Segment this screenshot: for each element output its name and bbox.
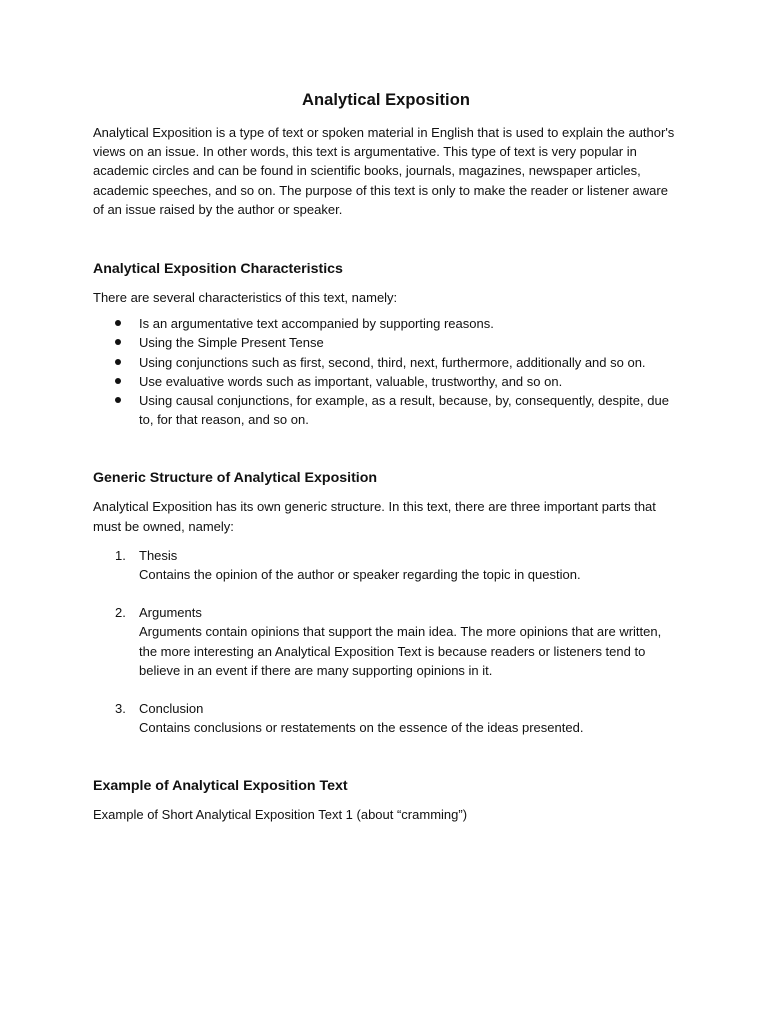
structure-list bbox=[93, 546, 679, 738]
structure-list-item bbox=[93, 603, 679, 680]
characteristics-list-item bbox=[93, 314, 679, 333]
structure-item-title: Thesis bbox=[139, 547, 178, 563]
structure-lead: Analytical Exposition has its own generic structure. In this text, there are three important parts that must be owned, namely: bbox=[93, 499, 656, 534]
structure-heading: Generic Structure of Analytical Exposition bbox=[93, 470, 378, 487]
characteristics-item-text: Use evaluative words such as important, valuable, trustworthy, and so on. bbox=[139, 373, 563, 389]
document-title: Analytical Exposition bbox=[302, 91, 470, 109]
example-lead: Example of Short Analytical Exposition Text 1 (about “cramming”) bbox=[93, 807, 468, 823]
characteristics-list-item bbox=[93, 353, 679, 372]
document-content bbox=[93, 88, 679, 825]
characteristics-item-text: Is an argumentative text accompanied by supporting reasons. bbox=[139, 316, 494, 332]
structure-item-title: Conclusion bbox=[139, 701, 204, 717]
structure-item-title: Arguments bbox=[139, 605, 202, 621]
structure-item-number: 1. bbox=[115, 547, 126, 563]
characteristics-list-item bbox=[93, 333, 679, 352]
characteristics-list-item bbox=[93, 391, 679, 429]
characteristics-item-text: Using conjunctions such as first, second, third, next, furthermore, additionally and so on. bbox=[139, 354, 646, 370]
structure-item-number: 3. bbox=[115, 701, 126, 717]
characteristics-list-item bbox=[93, 372, 679, 391]
bullet-icon bbox=[115, 320, 121, 326]
characteristics-list bbox=[93, 314, 679, 429]
intro-paragraph: Analytical Exposition is a type of text or spoken material in English that is used to explain the author's views on an issue. In other words, this text is argumentative. This type of text is very popular in academic circles and can be found in scientific books, journals, magazines, newspaper articles, academic speeches, and so on. The purpose of this text is only to make the reader or listener aware of an issue raised by the author or speaker. bbox=[93, 125, 675, 217]
structure-item-description: Arguments contain opinions that support the main idea. The more opinions that are written, the more interesting an Analytical Exposition Text is because readers or listeners tend to believe in an event if there are many supporting opinions in it. bbox=[139, 624, 662, 678]
bullet-icon bbox=[115, 397, 121, 403]
bullet-icon bbox=[115, 359, 121, 365]
structure-list-item bbox=[93, 699, 679, 737]
bullet-icon bbox=[115, 378, 121, 384]
structure-list-item bbox=[93, 546, 679, 584]
characteristics-item-text: Using causal conjunctions, for example, as a result, because, by, consequently, despite, due to, for that reason, and so on. bbox=[139, 393, 669, 428]
structure-item-description: Contains the opinion of the author or speaker regarding the topic in question. bbox=[139, 567, 581, 583]
characteristics-heading: Analytical Exposition Characteristics bbox=[93, 261, 343, 278]
characteristics-item-text: Using the Simple Present Tense bbox=[139, 335, 324, 351]
structure-item-number: 2. bbox=[115, 605, 126, 621]
structure-item-description: Contains conclusions or restatements on the essence of the ideas presented. bbox=[139, 720, 584, 736]
bullet-icon bbox=[115, 339, 121, 345]
example-heading: Example of Analytical Exposition Text bbox=[93, 778, 348, 795]
characteristics-lead: There are several characteristics of this text, namely: bbox=[93, 290, 398, 306]
